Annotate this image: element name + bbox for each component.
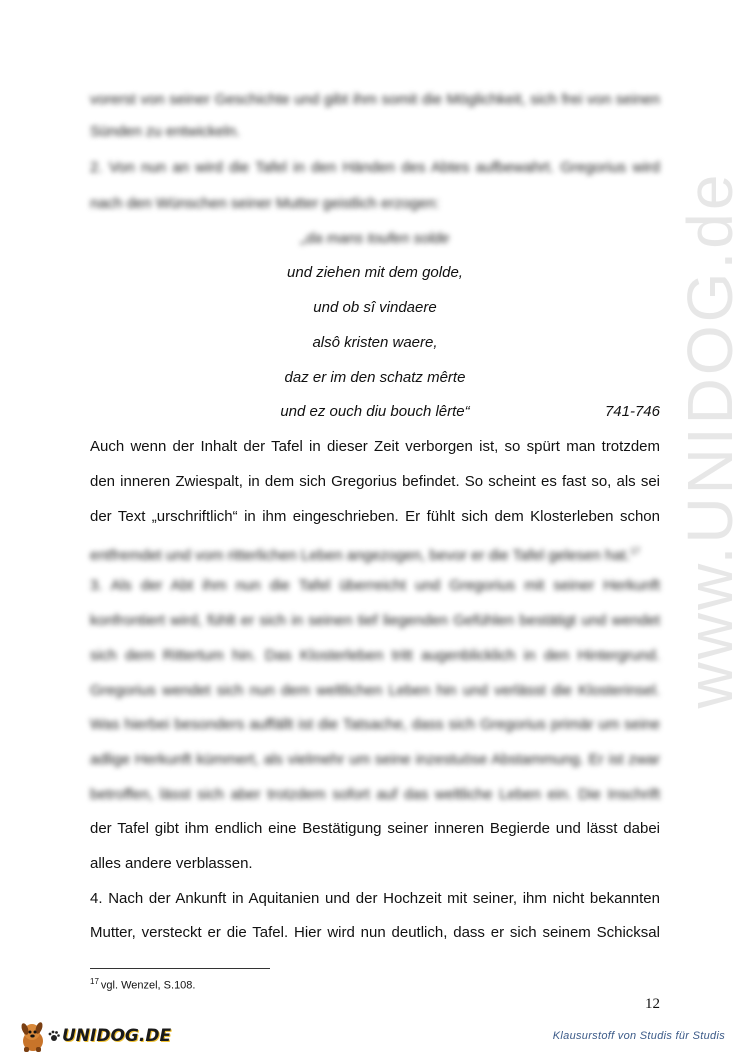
verse-line: und ziehen mit dem golde, bbox=[287, 264, 463, 281]
footnote bbox=[90, 975, 195, 993]
body-line: Mutter, versteckt er die Tafel. Hier wird nun deutlich, dass er sich seinem Schicksal bbox=[90, 924, 660, 941]
footnote-rule bbox=[90, 968, 270, 969]
body-line: den inneren Zwiespalt, in dem sich Gregorius befindet. So scheint es fast so, als sei bbox=[90, 473, 660, 490]
body-line: der Text „urschriftlich“ in ihm eingeschrieben. Er fühlt sich dem Klosterleben schon bbox=[90, 508, 660, 525]
watermark: www.UNIDOG.de bbox=[674, 171, 746, 709]
body-line: nach den Wünschen seiner Mutter geistlich erzogen: bbox=[90, 195, 440, 212]
body-line: 4. Nach der Ankunft in Aquitanien und der Hochzeit mit seiner, ihm nicht bekannten bbox=[90, 890, 660, 907]
body-line: 2. Von nun an wird die Tafel in den Händen des Abtes aufbewahrt. Gregorius wird bbox=[90, 159, 660, 176]
body-line: konfrontiert wird, fühlt er sich in seinen tief liegenden Gefühlen bestätigt und wendet bbox=[90, 612, 660, 629]
page-number: 12 bbox=[645, 996, 660, 1012]
body-line: Sünden zu entwickeln. bbox=[90, 123, 241, 140]
footnote-marker: 17 bbox=[630, 546, 641, 556]
body-line: der Tafel gibt ihm endlich eine Bestätigung seiner inneren Begierde und lässt dabei bbox=[90, 820, 660, 837]
body-line: Was hierbei besonders auffällt ist die Tatsache, dass sich Gregorius primär um seine bbox=[90, 716, 660, 733]
body-line: 3. Als der Abt ihm nun die Tafel überreicht und Gregorius mit seiner Herkunft bbox=[90, 577, 660, 594]
body-line: adlige Herkunft kümmert, als vielmehr um seine inzestuöse Abstammung. Er ist zwar bbox=[90, 751, 660, 768]
body-line: Gregorius wendet sich nun dem weltlichen Leben hin und verlässt die Klosterinsel. bbox=[90, 682, 660, 699]
paw-icon bbox=[48, 1030, 60, 1042]
body-line: alles andere verblassen. bbox=[90, 855, 253, 872]
body-line: vorerst von seiner Geschichte und gibt ihm somit die Möglichkeit, sich frei von seinen bbox=[90, 91, 660, 108]
footnote-text: vgl. Wenzel, S.108. bbox=[100, 979, 196, 992]
body-line: betroffen, lässt sich aber trotzdem sofort auf das weltliche Leben ein. Die Inschrift bbox=[90, 786, 660, 803]
verse-line: und ob sî vindaere bbox=[313, 299, 437, 316]
unidog-logo[interactable] bbox=[18, 1016, 171, 1056]
footnote-number: 17 bbox=[90, 977, 99, 986]
verse-line: daz er im den schatz mêrte bbox=[284, 369, 466, 386]
footer-tagline: Klausurstoff von Studis für Studis bbox=[552, 1030, 725, 1042]
body-line: entfremdet und vom ritterlichen Leben angezogen, bevor er die Tafel gelesen hat.$^{17}$ bbox=[90, 546, 641, 564]
verse-line: und ez ouch diu bouch lêrte“ bbox=[280, 403, 470, 420]
logo-text: UNIDOG.DE bbox=[62, 1026, 172, 1046]
body-line: sich dem Rittertum hin. Das Klosterleben tritt augenblicklich in den Hintergrund. bbox=[90, 647, 660, 664]
verse-line: alsô kristen waere, bbox=[312, 334, 438, 351]
verse-line: „da mans toufen solde bbox=[300, 230, 450, 247]
body-line: Auch wenn der Inhalt der Tafel in dieser Zeit verborgen ist, so spürt man trotzdem bbox=[90, 438, 660, 455]
verse-reference: 741-746 bbox=[604, 403, 660, 420]
dog-icon bbox=[18, 1019, 48, 1053]
